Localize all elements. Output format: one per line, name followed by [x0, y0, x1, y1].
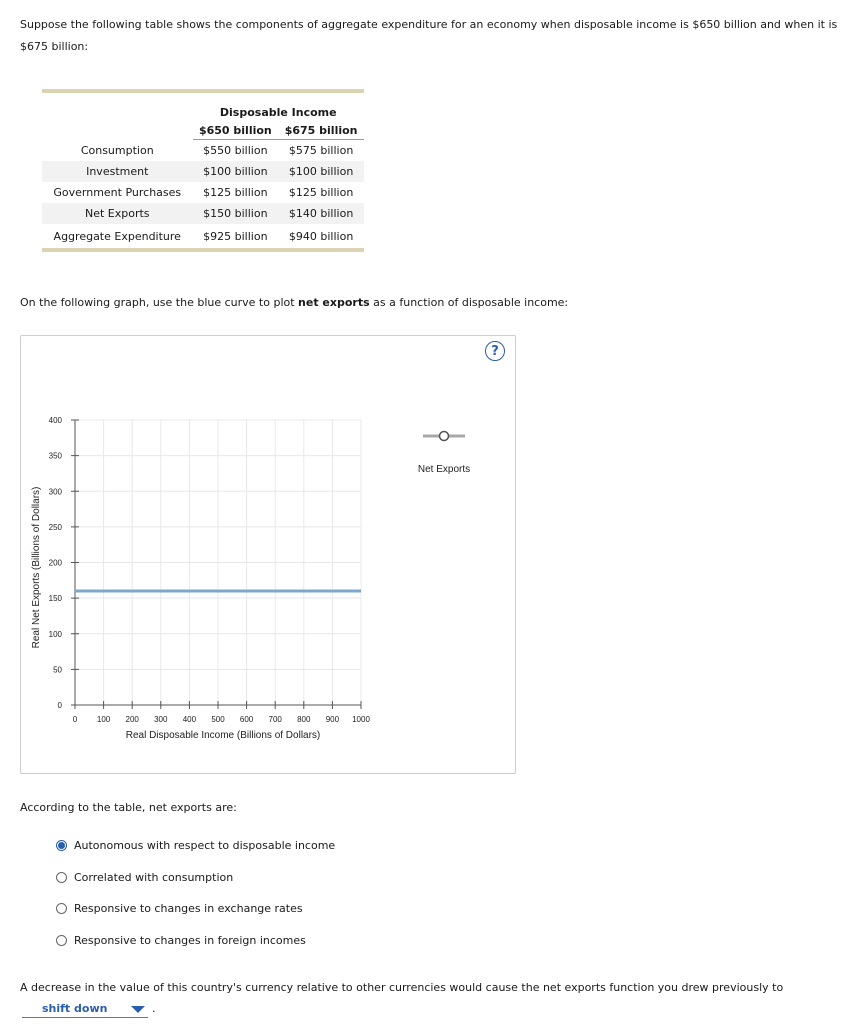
cell-value: $550 billion [203, 144, 268, 157]
radio-selected-icon[interactable] [56, 840, 67, 851]
x-tick-label: 1000 [352, 715, 370, 724]
x-tick-label: 800 [297, 715, 311, 724]
question-net-exports: According to the table, net exports are: [20, 801, 237, 814]
radio-icon[interactable] [56, 935, 67, 946]
y-tick-label: 350 [48, 451, 62, 461]
table-row [42, 182, 364, 203]
y-tick-label: 400 [48, 416, 62, 425]
cell-value: $100 billion [278, 161, 364, 182]
row-label: Investment [42, 161, 193, 182]
question-currency: A decrease in the value of this country's currency relative to other currencies would cause the net exports function you drew previously to [20, 981, 784, 994]
row-label: Aggregate Expenditure [53, 229, 181, 243]
caret-down-icon [131, 1006, 145, 1013]
y-tick-label: 250 [48, 522, 62, 532]
dropdown-value: shift down [42, 1002, 108, 1015]
expenditure-table [42, 89, 364, 252]
shift-dropdown[interactable] [22, 1001, 148, 1018]
legend-marker-icon [440, 432, 449, 441]
table-row [42, 224, 364, 250]
x-tick-label: 700 [268, 715, 282, 724]
row-label: Net Exports [42, 203, 193, 224]
x-tick-label: 900 [325, 715, 340, 724]
row-label: Consumption [80, 143, 154, 157]
instruction-bold: net exports [298, 296, 370, 309]
net-exports-chart[interactable] [20, 400, 516, 750]
help-icon[interactable]: ? [485, 341, 505, 361]
radio-icon[interactable] [56, 903, 67, 914]
cell-value: $150 billion [193, 203, 279, 224]
x-tick-label: 100 [96, 715, 111, 724]
graph-instruction: On the following graph, use the blue curve to plot net exports as a function of disposable income: [20, 296, 569, 309]
table-row [42, 140, 364, 162]
group-header: Disposable Income [219, 106, 337, 119]
cell-value: $125 billion [288, 186, 354, 199]
cell-value: $140 billion [278, 203, 364, 224]
col-header-650: $650 billion [193, 121, 279, 140]
option-correlated[interactable]: Correlated with consumption [56, 868, 233, 886]
y-tick-label: 0 [57, 701, 62, 710]
radio-icon[interactable] [56, 872, 67, 883]
option-foreign-incomes[interactable]: Responsive to changes in foreign incomes [56, 931, 306, 949]
intro-text: Suppose the following table shows the components of aggregate expenditure for an economy when disposable income is $650 billion and when it is $675 billion: [20, 18, 838, 53]
cell-value: $925 billion [203, 229, 268, 243]
row-label: Government Purchases [53, 186, 182, 199]
option-autonomous[interactable]: Autonomous with respect to disposable income [56, 836, 335, 854]
cell-value: $575 billion [288, 144, 354, 157]
x-tick-label: 200 [125, 715, 139, 724]
table-row [42, 161, 364, 182]
cell-value: $940 billion [288, 229, 354, 243]
x-axis-title: Real Disposable Income (Billions of Dollars) [125, 730, 321, 741]
x-tick-label: 500 [211, 715, 225, 724]
x-tick-label: 400 [182, 715, 197, 724]
cell-value: $100 billion [193, 161, 279, 182]
trailing-period: . [152, 1002, 156, 1015]
y-axis-title: Real Net Exports (Billions of Dollars) [31, 486, 42, 649]
x-tick-label: 600 [239, 715, 254, 724]
y-tick-label: 50 [53, 665, 62, 675]
y-tick-label: 100 [48, 629, 62, 639]
table-row [42, 203, 364, 224]
legend-label: Net Exports [417, 464, 471, 475]
x-tick-label: 0 [72, 715, 78, 724]
col-header-675: $675 billion [278, 121, 364, 140]
y-tick-label: 200 [48, 558, 62, 568]
x-tick-label: 300 [154, 715, 168, 724]
option-exchange-rates[interactable]: Responsive to changes in exchange rates [56, 899, 303, 917]
cell-value: $125 billion [203, 186, 268, 199]
y-tick-label: 150 [48, 594, 62, 604]
y-tick-label: 300 [48, 487, 62, 497]
